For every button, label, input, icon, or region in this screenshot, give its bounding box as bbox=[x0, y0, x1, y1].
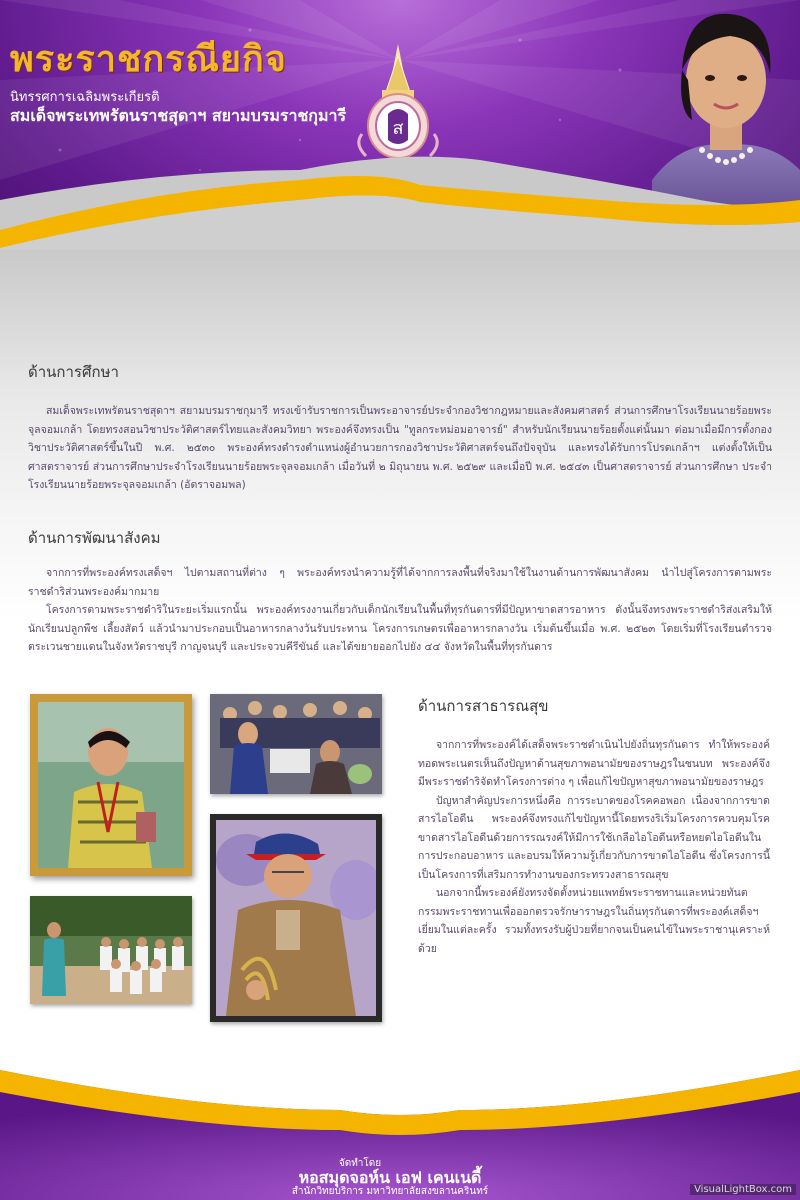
page-title: พระราชกรณียกิจ bbox=[10, 38, 287, 80]
institution-name: สำนักวิทยบริการ มหาวิทยาลัยสงขลานครินทร์ bbox=[291, 1186, 489, 1197]
exhibition-label: นิทรรศการเฉลิมพระเกียรติ bbox=[10, 90, 160, 105]
svg-text:ส: ส bbox=[392, 118, 404, 139]
paragraph: สมเด็จพระเทพรัตนราชสุดาฯ สยามบรมราชกุมารี ทรงเข้ารับราชการเป็นพระอาจารย์ประจำกองวิชากฎหมายและสังคมศาสตร์ ส่วนการศึกษาโรงเรียนนายร้อยพระจุลจอมเกล้า โดยทรงสอนวิชาประวัติศาสตร์ไทยและสังคมวิทยา พระองค์จึงทรงเป็น "ทูลกระหม่อมอาจารย์" สำหรับนักเรียนนายร้อยตั้งแต่นั้นมา ต่อมาเมื่อมีการตั้งกองวิชาประวัติศาสตร์ขึ้นในปี พ.ศ. ๒๕๓๐ พระองค์ทรงดำรงตำแหน่งผู้อำนวยการกองวิชาประวัติศาสตร์จนถึงปัจจุบัน และทรงได้รับการโปรดเกล้าฯ แต่งตั้งให้เป็นศาสตราจารย์ ส่วนการศึกษาประจำโรงเรียนนายร้อยพระจุลจอมเกล้า เมื่อวันที่ ๒ มิถุนายน พ.ศ. ๒๕๒๙ และเมื่อปี พ.ศ. ๒๕๔๓ เป็นศาสตราจารย์ ส่วนการศึกษา ประจำโรงเรียนนายร้อยพระจุลจอมเกล้า (อัตราจอมพล) bbox=[28, 405, 772, 491]
social-text bbox=[28, 564, 772, 657]
paragraph: โครงการตามพระราชดำริในระยะเริ่มแรกนั้น พระองค์ทรงงานเกี่ยวกับเด็กนักเรียนในพื้นที่ทุรกันดารที่มีปัญหาขาดสารอาหาร ดังนั้นจึงทรงพระราชดำริส่งเสริมให้นักเรียนปลูกพืช เลี้ยงสัตว์ แล้วนำมาประกอบเป็นอาหารกลางวันรับประทาน โครงการเกษตรเพื่ออาหารกลางวัน เริ่มต้นขึ้นเมื่อ พ.ศ. ๒๕๒๓ โดยเริ่มที่โรงเรียนตำรวจตระเวนชายแดนในจังหวัดราชบุรี กาญจนบุรี และประจวบคีรีขันธ์ และได้ขยายออกไปยัง ๔๔ จังหวัดในพื้นที่ทุรกันดาร bbox=[28, 604, 772, 653]
health-heading: ด้านการสาธารณสุข bbox=[418, 697, 549, 715]
paragraph: นอกจากนี้พระองค์ยังทรงจัดตั้งหน่วยแพทย์พระราชทานและหน่วยทันตกรรมพระราชทานเพื่อออกตรวจรักษาราษฎรในถิ่นทุรกันดารที่พระองค์เสด็จฯ เยี่ยมในแต่ละครั้ง รวมทั้งทรงรับผู้ป่วยที่ยากจนเป็นคนไข้ในพระราชานุเคราะห์ด้วย bbox=[418, 887, 770, 955]
photo-princess-harvest bbox=[210, 814, 382, 1022]
photo-villagers-meeting bbox=[210, 694, 382, 794]
header-banner bbox=[0, 0, 800, 260]
education-text bbox=[28, 402, 772, 495]
library-name: หอสมุดจอห์น เอฟ เคนเนดี้ bbox=[298, 1168, 482, 1187]
organized-by-label: จัดทำโดย bbox=[338, 1158, 382, 1169]
education-heading: ด้านการศึกษา bbox=[28, 363, 119, 381]
header-wave bbox=[0, 130, 800, 260]
health-text bbox=[418, 736, 770, 958]
paragraph: จากการที่พระองค์ได้เสด็จพระราชดำเนินไปยังถิ่นทุรกันดาร ทำให้พระองค์ทอดพระเนตรเห็นถึงปัญหาด้านสุขภาพอนามัยของราษฎรในชนบท พระองค์จึงมีพระราชดำริจัดทำโครงการต่าง ๆ เพื่อแก้ไขปัญหาสุขภาพอนามัยของราษฎร bbox=[418, 739, 770, 788]
social-heading: ด้านการพัฒนาสังคม bbox=[28, 529, 161, 547]
paragraph: จากการที่พระองค์ทรงเสด็จฯ ไปตามสถานที่ต่าง ๆ พระองค์ทรงนำความรู้ที่ได้จากการลงพื้นที่จริงมาใช้ในงานด้านการพัฒนาสังคม นำไปสู่โครงการตามพระราชดำริส่วนพระองค์มากมาย bbox=[28, 567, 772, 598]
photo-princess-gold-frame bbox=[30, 694, 192, 876]
princess-name: สมเด็จพระเทพรัตนราชสุดาฯ สยามบรมราชกุมารี bbox=[10, 106, 347, 125]
watermark: VisualLightBox.com bbox=[690, 1184, 796, 1195]
paragraph: ปัญหาสำคัญประการหนึ่งคือ การระบาดของโรคคอพอก เนื่องจากการขาดสารไอโอดีน พระองค์จึงทรงแก้ไขปัญหานี้โดยทรงริเริ่มโครงการควบคุมโรคขาดสารไอโอดีนด้วยการรณรงค์ให้มีการใช้เกลือไอโอดีนหรือหยดไอโอดีนในการประกอบอาหาร และอบรมให้ความรู้เกี่ยวกับการขาดไอโอดีน ซึ่งโครงการนี้เป็นโครงการที่เสริมการทำงานของกระทรวงสาธารณสุข bbox=[418, 794, 770, 881]
photo-schoolchildren bbox=[30, 896, 192, 1004]
